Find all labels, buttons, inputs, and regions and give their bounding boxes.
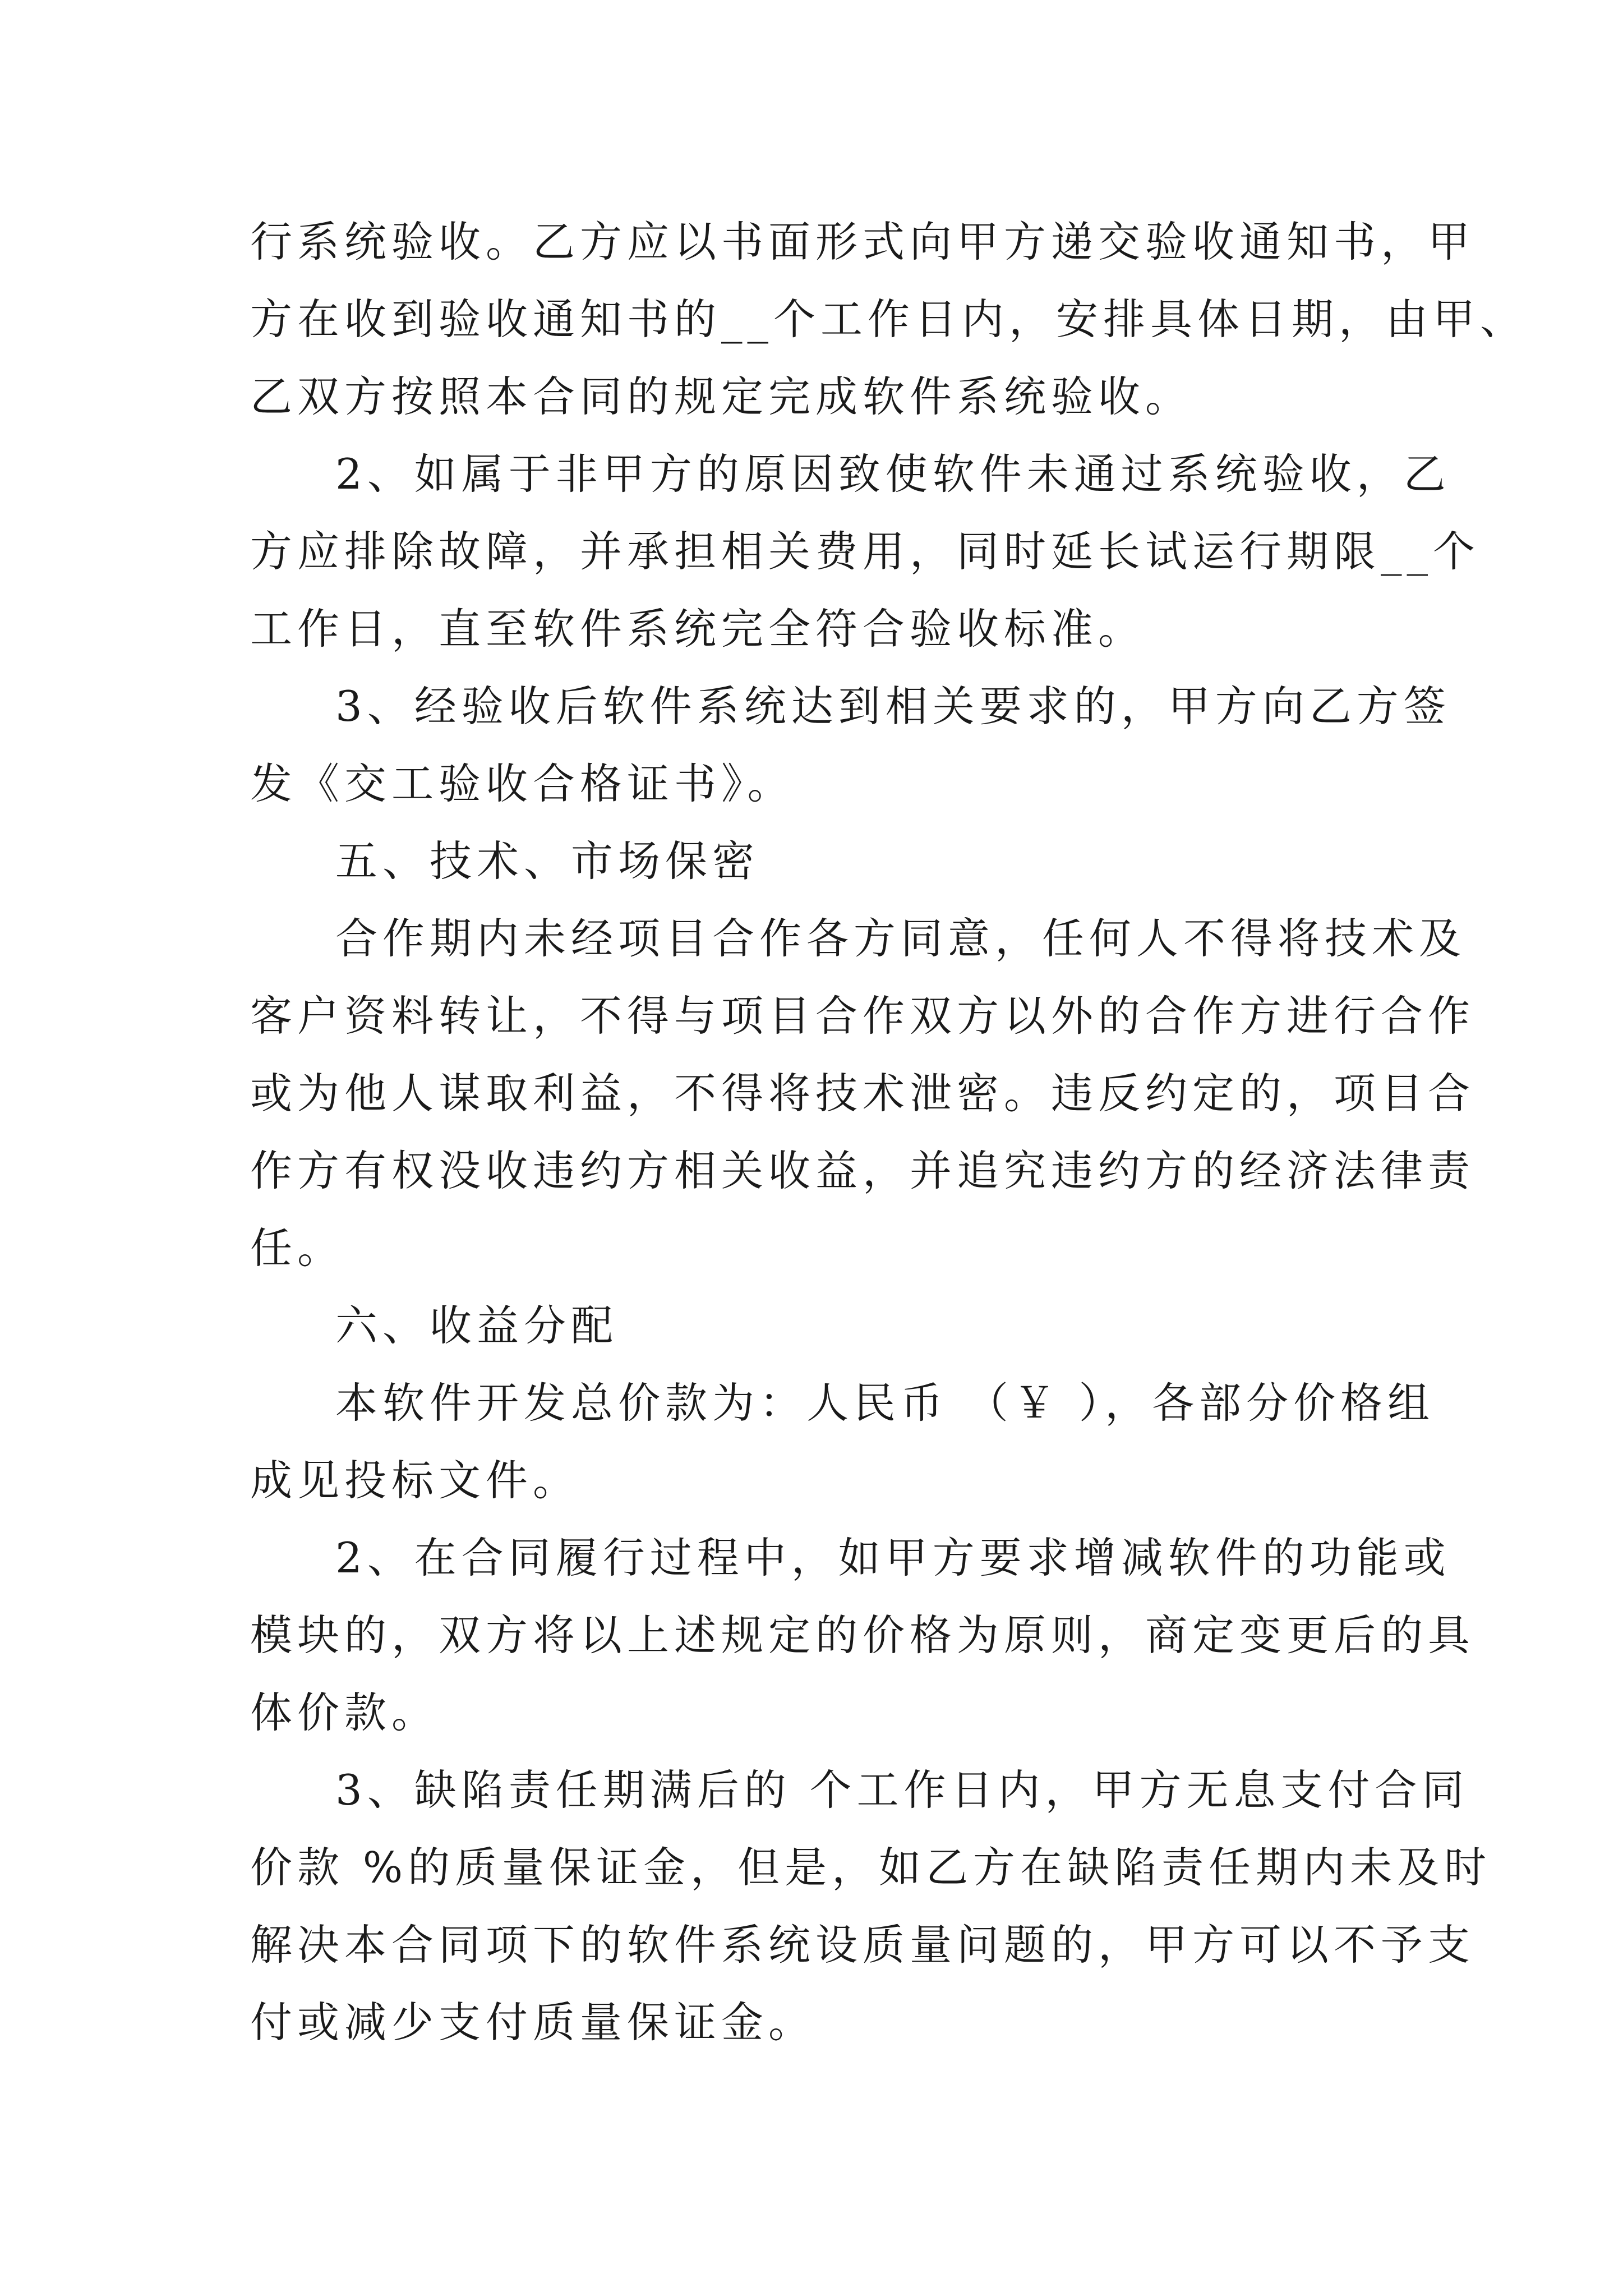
text-line: 行系统验收。乙方应以书面形式向甲方递交验收通知书，甲 bbox=[250, 217, 1476, 266]
text-line: 工作日，直至软件系统完全符合验收标准。 bbox=[250, 604, 1146, 654]
text-line: 体价款。 bbox=[250, 1688, 439, 1737]
text-line: 成见投标文件。 bbox=[250, 1456, 580, 1505]
text-line: 3、经验收后软件系统达到相关要求的，甲方向乙方签 bbox=[335, 682, 1451, 731]
text-line: 3、缺陷责任期满后的 个工作日内，甲方无息支付合同 bbox=[335, 1765, 1469, 1815]
text-line: 2、如属于非甲方的原因致使软件未通过系统验收，乙 bbox=[335, 449, 1451, 499]
text-line: 付或减少支付质量保证金。 bbox=[250, 1998, 816, 2047]
text-line: 合作期内未经项目合作各方同意，任何人不得将技术及 bbox=[335, 914, 1467, 963]
text-line: 价款 %的质量保证金，但是，如乙方在缺陷责任期内未及时 bbox=[250, 1843, 1492, 1892]
text-line: 方应排除故障，并承担相关费用，同时延长试运行期限__个 bbox=[250, 527, 1481, 576]
text-line: 或为他人谋取利益，不得将技术泄密。违反约定的，项目合 bbox=[250, 1069, 1476, 1118]
text-line: 本软件开发总价款为：人民币 （￥ ），各部分价格组 bbox=[335, 1378, 1435, 1428]
text-line: 解决本合同项下的软件系统设质量问题的，甲方可以不予支 bbox=[250, 1920, 1476, 1970]
text-line: 方在收到验收通知书的__个工作日内，安排具体日期，由甲、 bbox=[250, 295, 1528, 344]
text-line: 模块的，双方将以上述规定的价格为原则，商定变更后的具 bbox=[250, 1611, 1476, 1660]
text-line: 发《交工验收合格证书》。 bbox=[250, 759, 795, 808]
text-line: 2、在合同履行过程中，如甲方要求增减软件的功能或 bbox=[335, 1533, 1451, 1582]
text-line: 作方有权没收违约方相关收益，并追究违约方的经济法律责 bbox=[250, 1146, 1476, 1195]
text-line: 任。 bbox=[250, 1223, 345, 1273]
text-line: 乙双方按照本合同的规定完成软件系统验收。 bbox=[250, 372, 1193, 421]
text-line: 客户资料转让，不得与项目合作双方以外的合作方进行合作 bbox=[250, 991, 1476, 1041]
document-body bbox=[250, 203, 1528, 2061]
section-heading: 六、收益分配 bbox=[335, 1301, 619, 1350]
section-heading: 五、技术、市场保密 bbox=[335, 836, 760, 886]
